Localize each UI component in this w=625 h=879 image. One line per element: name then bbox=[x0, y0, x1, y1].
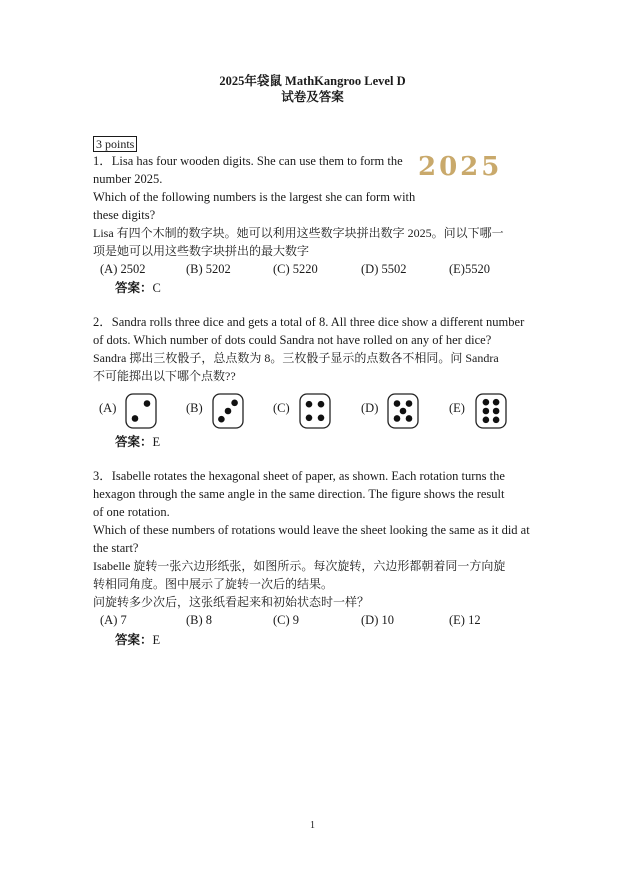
section-label: 3 points bbox=[93, 136, 137, 152]
die-pip bbox=[493, 408, 500, 415]
q3-option-b: (B) 8 bbox=[186, 613, 213, 627]
q3-option-e: (E) 12 bbox=[449, 613, 481, 627]
q2-text-line1: 2．Sandra rolls three dice and gets a total of 8. All three dice show a different number bbox=[93, 315, 525, 329]
q1-text-line4: these digits? bbox=[93, 208, 156, 222]
q1-cn-line1: Lisa 有四个木制的数字块。她可以利用这些数字块拼出数字 2025。问以下哪一 bbox=[93, 226, 504, 240]
q3-cn-line1: Isabelle 旋转一张六边形纸张，如图所示。每次旋转，六边形都朝着同一方向旋 bbox=[93, 559, 506, 573]
q3-text-line1: 3．Isabelle rotates the hexagonal sheet of paper, as shown. Each rotation turns the bbox=[93, 469, 505, 483]
die-pip bbox=[144, 400, 151, 407]
q1-option-b: (B) 5202 bbox=[186, 262, 231, 276]
page-number: 1 bbox=[310, 820, 315, 831]
die-pip bbox=[483, 399, 490, 406]
q1-option-c: (C) 5220 bbox=[273, 262, 318, 276]
die-pip bbox=[394, 400, 401, 407]
die-pip bbox=[231, 400, 238, 407]
die-icon-2 bbox=[125, 393, 157, 429]
q3-option-c: (C) 9 bbox=[273, 613, 300, 627]
die-pip bbox=[218, 416, 225, 423]
q3-option-d: (D) 10 bbox=[361, 613, 394, 627]
q2-option-label-e: (E) bbox=[449, 401, 465, 415]
q3-cn-line2: 转相同角度。图中展示了旋转一次后的结果。 bbox=[93, 577, 334, 591]
q1-text-line1: 1．Lisa has four wooden digits. She can use them to form the bbox=[93, 154, 403, 168]
q1-answer: 答案：C bbox=[115, 281, 161, 295]
die-pip bbox=[225, 408, 232, 415]
die-pip bbox=[306, 415, 313, 422]
die-pip bbox=[493, 399, 500, 406]
die-face bbox=[476, 394, 506, 428]
q3-answer: 答案：E bbox=[115, 633, 161, 647]
q2-cn-line1: Sandra 掷出三枚骰子，总点数为 8。三枚骰子显示的点数各不相同。问 Sandra bbox=[93, 351, 499, 365]
q3-option-a: (A) 7 bbox=[100, 613, 127, 627]
q2-text-line2: of dots. Which number of dots could Sandra not have rolled on any of her dice? bbox=[93, 333, 492, 347]
q1-option-d: (D) 5502 bbox=[361, 262, 407, 276]
die-pip bbox=[493, 417, 500, 424]
q1-text-line2: number 2025. bbox=[93, 172, 163, 186]
die-pip bbox=[306, 401, 313, 408]
die-face bbox=[126, 394, 156, 428]
q3-text-line2: hexagon through the same angle in the same direction. The figure shows the result bbox=[93, 487, 505, 501]
die-pip bbox=[483, 408, 490, 415]
q1-text-line3: Which of the following numbers is the largest she can form with bbox=[93, 190, 416, 204]
q2-option-label-c: (C) bbox=[273, 401, 290, 415]
q3-text-line3: of one rotation. bbox=[93, 505, 170, 519]
q1-option-a: (A) 2502 bbox=[100, 262, 146, 276]
q2-option-label-d: (D) bbox=[361, 401, 379, 415]
q2-cn-line2: 不可能掷出以下哪个点数?? bbox=[93, 369, 236, 383]
die-pip bbox=[406, 400, 413, 407]
die-pip bbox=[318, 415, 325, 422]
page-subtitle: 试卷及答案 bbox=[281, 90, 344, 104]
q3-cn-line3: 问旋转多少次后，这张纸看起来和初始状态时一样？ bbox=[93, 595, 370, 609]
die-icon-3 bbox=[212, 393, 244, 429]
die-pip bbox=[318, 401, 325, 408]
die-icon-6 bbox=[475, 393, 507, 429]
q2-option-label-b: (B) bbox=[186, 401, 203, 415]
q2-option-label-a: (A) bbox=[99, 401, 117, 415]
die-pip bbox=[406, 415, 413, 422]
q3-text-line5: the start? bbox=[93, 541, 139, 555]
page-title: 2025年袋鼠 MathKangroo Level D bbox=[219, 74, 406, 88]
q3-text-line4: Which of these numbers of rotations would leave the sheet looking the same as it did at bbox=[93, 523, 530, 537]
die-pip bbox=[132, 415, 139, 422]
die-icon-5 bbox=[387, 393, 419, 429]
die-face bbox=[300, 394, 330, 428]
die-pip bbox=[400, 408, 407, 415]
q2-answer: 答案：E bbox=[115, 435, 161, 449]
die-icon-4 bbox=[299, 393, 331, 429]
q1-cn-line2: 项是她可以用这些数字块拼出的最大数字 bbox=[93, 244, 310, 258]
die-pip bbox=[394, 415, 401, 422]
year-decoration: 2025 bbox=[418, 152, 503, 182]
die-pip bbox=[483, 417, 490, 424]
q1-option-e: (E)5520 bbox=[449, 262, 490, 276]
